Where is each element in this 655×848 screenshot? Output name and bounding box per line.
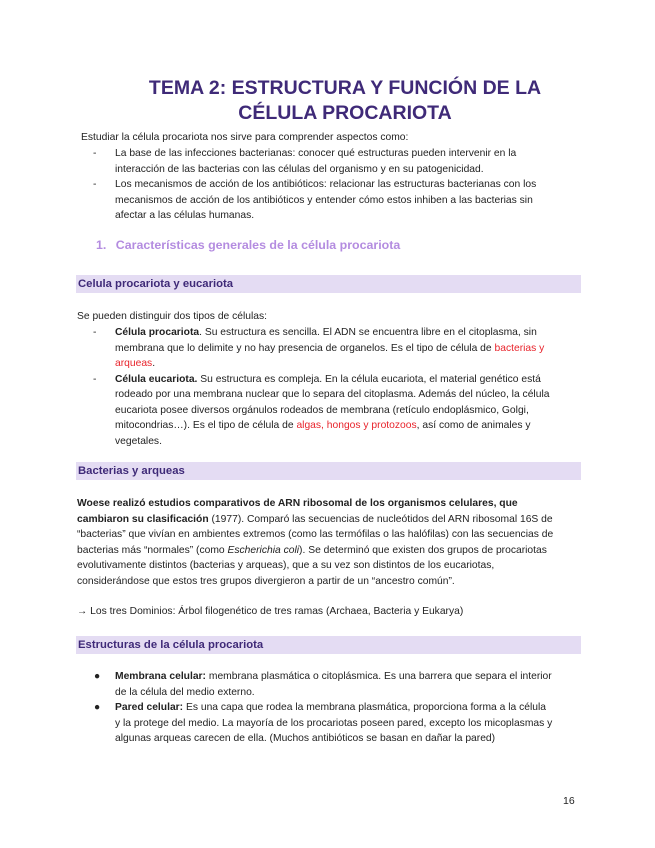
item-celula-eucariota [93, 372, 585, 450]
text-line: Woese realizó estudios comparativos de ARN ribosomal de los organismos celulares, que [77, 498, 518, 509]
text: ). Se determinó que existen dos grupos de procariotas [299, 544, 547, 556]
text: . Su estructura es sencilla. El ADN se encuentra libre en el citoplasma, sin [199, 327, 537, 338]
text: membrana que lo delimite y no hay presencia de organelos. Es el tipo de célula de [115, 342, 495, 354]
intro-bullet-list [93, 146, 585, 224]
text: (1977). Comparó las secuencias de nucleótidos del ARN ribosomal 16S de [208, 513, 553, 525]
item-membrana-celular [94, 669, 585, 700]
item-pared-celular [94, 700, 585, 747]
highlight-red: arqueas [115, 358, 153, 369]
heading-caracteristicas [96, 238, 400, 254]
title-line-2: CÉLULA PROCARIOTA [238, 102, 452, 124]
section-heading-cell-types: Celula procariota y eucariota [76, 275, 581, 293]
heading-number: 1. [96, 238, 107, 252]
text-line: “bacterias” que vivían en ambientes extremos (como las termófilas o las halófilas) con las secuencias de [77, 529, 554, 540]
text: . [152, 358, 156, 369]
title-line-1: TEMA 2: ESTRUCTURA Y FUNCIÓN DE LA [148, 77, 542, 99]
highlight-red: bacterias y [494, 342, 545, 354]
bold-text: cambiaron su clasificación [77, 513, 209, 525]
bullet-text-line: afectar a las células humanas. [115, 210, 255, 221]
section-heading-bacteria: Bacterias y arqueas [76, 462, 581, 480]
text: , así como de animales y [416, 420, 531, 431]
intro-bullet-antibiotics [93, 177, 585, 224]
highlight-red: algas, hongos y protozoos [296, 420, 417, 431]
bullet-text-line: La base de las infecciones bacterianas: conocer qué estructuras pueden intervenir en la [115, 148, 517, 159]
bullet-marker: ● [94, 702, 101, 713]
woese-paragraph [77, 496, 587, 589]
bullet-text-line: Los mecanismos de acción de los antibióticos: relacionar las estructuras bacterianas con los [115, 179, 537, 190]
text-line: eucariota posee diversos orgánulos rodeados de membrana (retículo endoplásmico, Golgi, [115, 404, 529, 416]
text: Su estructura es compleja. En la célula eucariota, el material genético está [197, 373, 541, 385]
dash-marker: - [93, 148, 97, 159]
term-procariota: Célula procariota [115, 327, 200, 338]
term-pared: Pared celular: [115, 702, 184, 713]
text-line: considerándose que estos tres grupos divergieron a partir de un “ancestro común”. [77, 575, 455, 587]
section-heading-structures: Estructuras de la célula procariota [76, 636, 581, 654]
intro-lead: Estudiar la célula procariota nos sirve para comprender aspectos como: [81, 132, 409, 143]
text-line: de la célula del medio externo. [115, 686, 255, 698]
text-line: rodeado por una membrana nuclear que lo separa del citoplasma. Además del núcleo, la célula [115, 389, 550, 400]
text: mitocondrias…). Es el tipo de célula de [115, 420, 297, 431]
term-eucariota: Célula eucariota. [115, 373, 198, 385]
structures-list [94, 669, 585, 747]
page-title [80, 76, 610, 126]
intro-bullet-infections [93, 146, 585, 177]
three-domains-line: → Los tres Dominios: Árbol filogenético de tres ramas (Archaea, Bacteria y Eukarya) [77, 606, 464, 617]
cell-types-lead: Se pueden distinguir dos tipos de células: [77, 311, 268, 322]
text-line: vegetales. [115, 435, 162, 447]
text-line: algunas arqueas carecen de ella. (Muchos antibióticos se basan en dañar la pared) [115, 733, 496, 744]
text-line: evolutivamente distintos (bacterias y arqueas), que a su vez son distintos de los eucariotas, [77, 560, 495, 571]
dash-marker: - [93, 179, 97, 190]
text: membrana plasmática o citoplásmica. Es una barrera que separa el interior [206, 671, 552, 682]
dash-marker: - [93, 327, 97, 338]
bullet-marker: ● [94, 671, 101, 682]
bullet-text-line: interacción de las bacterias con las células del organismo y en su patogenicidad. [115, 163, 484, 175]
text: bacterias más “normales” (como [77, 544, 228, 556]
bullet-text-line: mecanismos de acción de los antibióticos y entender cómo estos inhiben a las bacterias sin [115, 194, 533, 206]
text: Es una capa que rodea la membrana plasmática, proporciona forma a la célula [183, 702, 546, 713]
heading-text: Características generales de la célula procariota [115, 238, 401, 252]
page-number: 16 [563, 795, 575, 807]
cell-types-list [93, 325, 585, 449]
item-celula-procariota [93, 325, 585, 372]
text-line: y la protege del medio. La mayoría de los procariotas poseen pared, excepto los micoplasmas y [115, 717, 553, 729]
italic-species: Escherichia coli [227, 544, 300, 556]
term-membrana: Membrana celular: [115, 671, 206, 682]
dash-marker: - [93, 373, 97, 385]
